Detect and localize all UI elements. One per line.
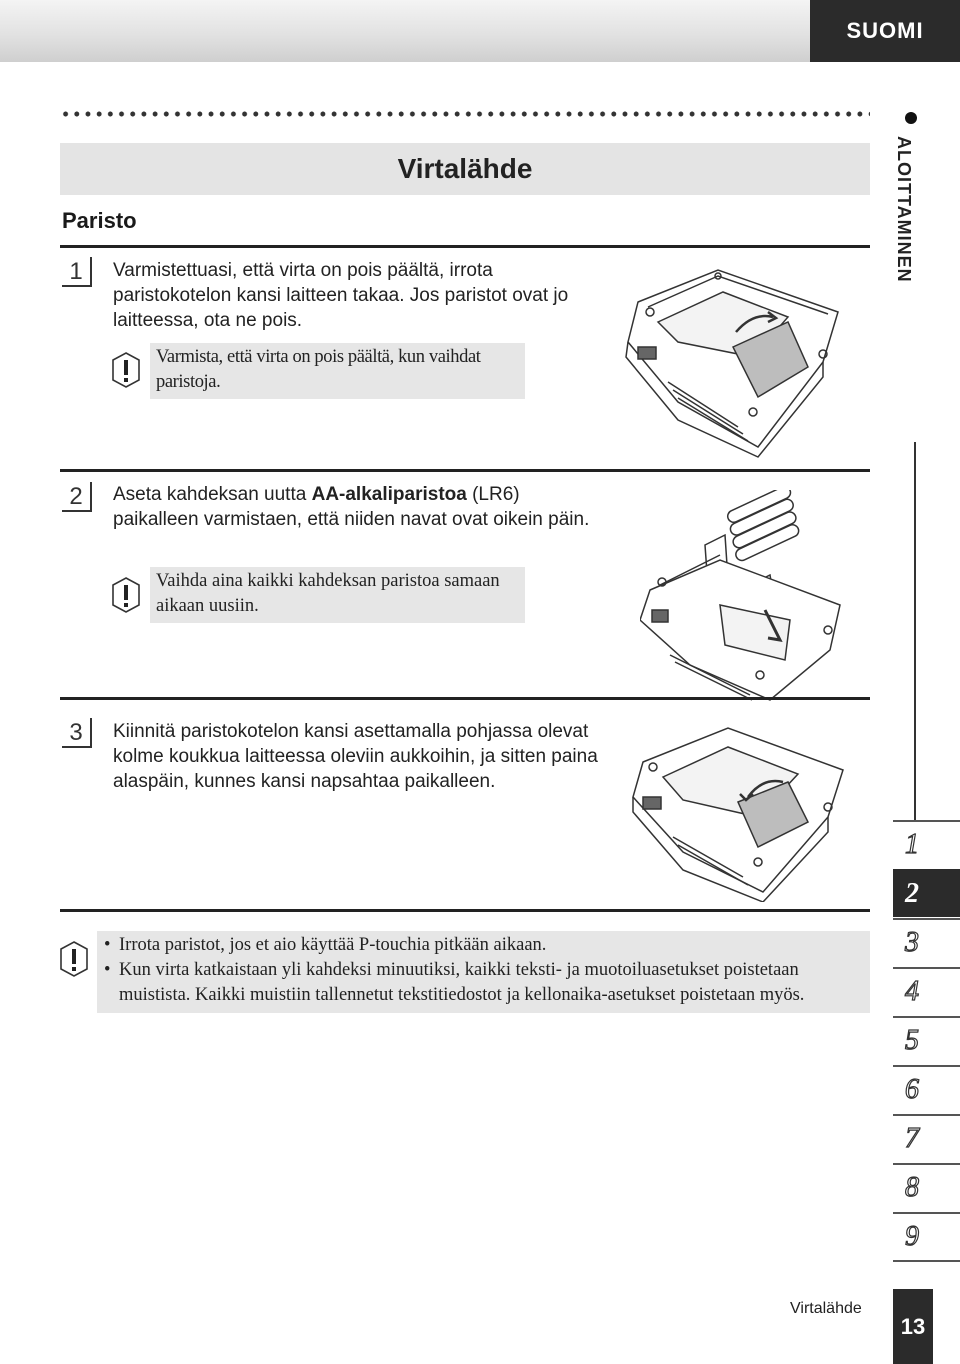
- chapter-tab-1[interactable]: 1: [893, 820, 960, 868]
- step-text-part: Aseta kahdeksan uutta: [113, 484, 312, 505]
- warning-icon: [60, 941, 88, 977]
- important-note-box: [97, 931, 870, 1013]
- chapter-tab-2[interactable]: 2: [893, 869, 960, 917]
- section-side-label: [893, 136, 929, 296]
- rule-4: [60, 909, 870, 912]
- rule-1: [60, 245, 870, 248]
- rule-3: [60, 697, 870, 700]
- note-list-item: • Irrota paristot, jos et aio käyttää P-touchia pitkään aikaan.: [101, 933, 870, 958]
- page-number: 13: [893, 1289, 933, 1364]
- step-text-part: (LR6) paikalleen varmistaen, että niiden navat ovat oikein päin.: [113, 484, 590, 530]
- side-divider-line: [914, 442, 916, 822]
- chapter-tab-6[interactable]: 6: [893, 1065, 960, 1113]
- device-close-cover-illustration: [628, 722, 850, 902]
- step-note: Vaihda aina kaikki kahdeksan paristoa samaan aikaan uusiin.: [150, 567, 525, 623]
- rule-2: [60, 469, 870, 472]
- section-side-label-text: ALOITTAMINEN: [894, 136, 914, 283]
- note-list-item: • Kun virta katkaistaan yli kahdeksi minuutiksi, kaikki teksti- ja muotoiluasetukset poistetaan muistista. Kaikki muistiin tallennetut tekstitiedostot ja kellonaika-asetukset poistetaan myös.: [101, 958, 870, 1008]
- step-text: [113, 482, 593, 532]
- warning-icon: [112, 577, 140, 613]
- step-number: 3: [62, 718, 92, 748]
- step-text: Varmistettuasi, että virta on pois päältä, irrota paristokotelon kansi laitteen takaa. Jos paristot ovat jo laitteessa, ota ne pois.: [113, 260, 569, 331]
- device-insert-batteries-illustration: [640, 490, 850, 705]
- chapter-tab-5[interactable]: 5: [893, 1016, 960, 1064]
- section-bullet: [905, 112, 917, 124]
- section-subheading: Paristo: [62, 208, 137, 233]
- top-banner: [0, 0, 810, 62]
- step-number: 1: [62, 257, 92, 287]
- step-note: Varmista, että virta on pois päältä, kun vaihdat paristoja.: [150, 343, 525, 399]
- language-tab: SUOMI: [810, 0, 960, 62]
- chapter-tab-4[interactable]: 4: [893, 967, 960, 1015]
- chapter-tab-8[interactable]: 8: [893, 1163, 960, 1211]
- footer-label: Virtalähde: [790, 1300, 862, 1317]
- step-number: 2: [62, 482, 92, 512]
- chapter-tab-7[interactable]: 7: [893, 1114, 960, 1162]
- step-text: Kiinnitä paristokotelon kansi asettamalla pohjassa olevat kolme koukkua laitteessa oleviin aukkoihin, ja sitten paina alaspäin, kunnes kansi napsahtaa paikalleen.: [113, 721, 598, 792]
- note-list: [101, 933, 870, 1008]
- warning-icon: [112, 352, 140, 388]
- page-title: Virtalähde: [397, 153, 533, 184]
- step-text-bold: AA-alkaliparistoa: [311, 484, 467, 505]
- device-open-cover-illustration: [618, 262, 854, 458]
- dotted-separator: [60, 109, 870, 119]
- chapter-tab-9[interactable]: 9: [893, 1212, 960, 1262]
- chapter-tab-3[interactable]: 3: [893, 918, 960, 966]
